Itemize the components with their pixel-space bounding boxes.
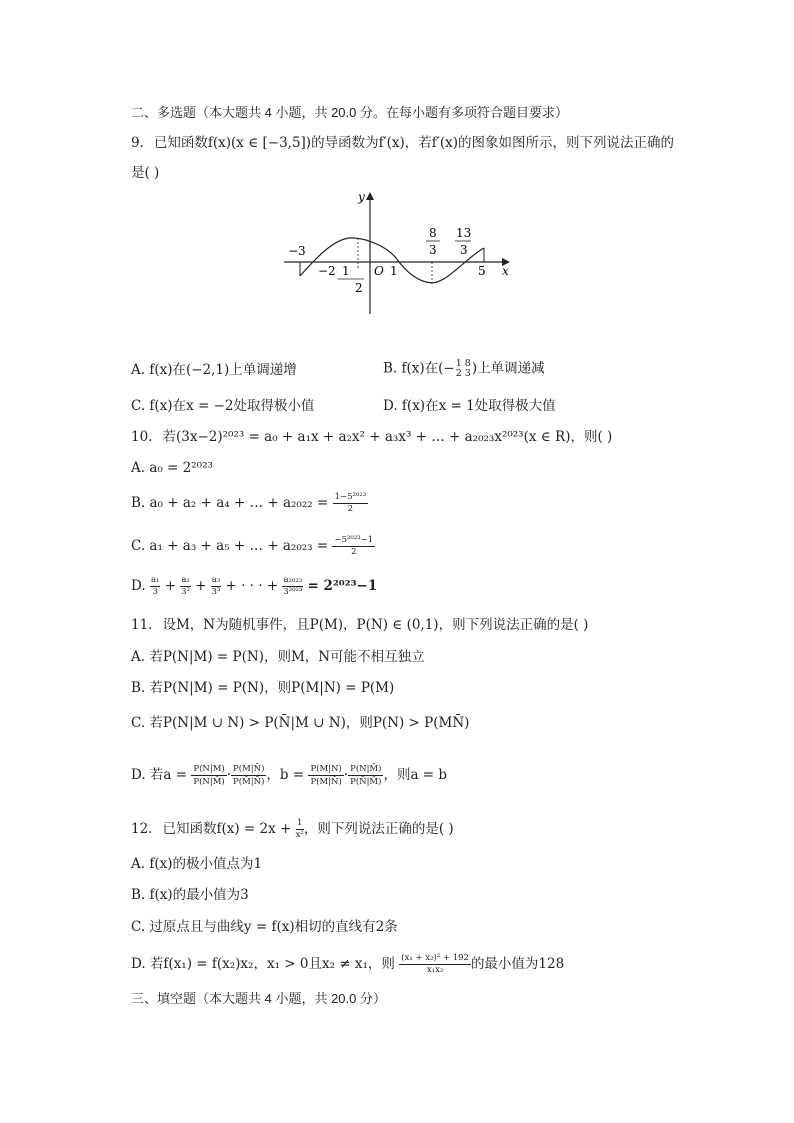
- label-13: 13: [456, 226, 472, 240]
- numerator: 1 8: [455, 358, 471, 369]
- question-text: 已知函数f(x)(x ∈ [−3,5])的导函数为f′(x)，若f′(x)的图象如图所示，则下列说法正确的: [153, 135, 674, 151]
- denominator: 3³: [211, 587, 221, 597]
- question-11-stem: [131, 616, 588, 634]
- denominator: 2: [347, 504, 354, 514]
- q12-option-b: B. f(x)的最小值为3: [131, 887, 249, 903]
- fraction: [191, 763, 226, 788]
- numerator: a₃: [211, 575, 221, 585]
- numerator: 1: [297, 818, 303, 828]
- question-10-stem: [131, 428, 612, 446]
- fraction: [150, 575, 160, 598]
- option-text-end: = 2²⁰²³−1: [307, 578, 378, 594]
- label-half-num: 1: [342, 264, 350, 278]
- question-number: 11.: [131, 617, 153, 633]
- option-text-end: 的最小值为128: [470, 956, 565, 972]
- question-text: 设M，N为随机事件，且P(M)，P(N) ∈ (0,1)，则下列说法正确的是( ): [162, 617, 589, 633]
- fraction: [211, 575, 221, 598]
- label-5: 5: [478, 264, 486, 278]
- option-text: B. a₀ + a₂ + a₄ + … + a₂₀₂₂ =: [131, 495, 329, 511]
- fraction: [399, 953, 471, 976]
- numerator: P(N|M̄): [350, 764, 382, 774]
- denominator: 3: [152, 587, 158, 597]
- numerator: P(M|N): [310, 764, 342, 774]
- fraction: [348, 763, 383, 788]
- option-text-end: )上单调递减: [471, 360, 545, 377]
- denominator: P(M|N̄): [310, 777, 342, 787]
- question-text: 若(3x−2)²⁰²³ = a₀ + a₁x + a₂x² + a₃x³ + … + a₂₀₂₃x²⁰²³(x ∈ R)，则( ): [162, 429, 613, 445]
- question-text-end: ，则下列说法正确的是( ): [303, 821, 454, 837]
- question-12-stem: [131, 818, 454, 841]
- question-9-stem-cont: 是( ): [131, 165, 160, 181]
- q9-option-d: D. f(x)在x = 1处取得极大值: [383, 398, 556, 414]
- label-half-den: 2: [355, 281, 363, 295]
- q9-option-b: [383, 359, 545, 379]
- option-text-mid: ，b =: [266, 767, 305, 783]
- numerator: −5²⁰²³−1: [334, 535, 374, 545]
- option-text: D. 若a =: [131, 767, 188, 783]
- denominator: x₁x₂: [426, 965, 444, 975]
- y-label: y: [358, 190, 365, 204]
- denominator: 2: [351, 547, 357, 557]
- question-number: 12.: [131, 821, 153, 837]
- option-text: C. a₁ + a₃ + a₅ + … + a₂₀₂₃ =: [131, 538, 329, 554]
- origin-label: O: [374, 264, 384, 278]
- option-text: D. 若f(x₁) = f(x₂)x₂，x₁ > 0且x₂ ≠ x₁，则: [131, 956, 395, 972]
- label-1: 1: [390, 264, 398, 278]
- question-number: 10.: [131, 429, 153, 445]
- label-neg2: −2: [318, 264, 336, 278]
- denominator: 2 3: [455, 368, 471, 379]
- section-2-header: 二、多选题（本大题共 4 小题，共 20.0 分。在每小题有多项符合题目要求）: [131, 105, 568, 120]
- denominator: 3²: [181, 587, 190, 597]
- numerator: P(N|M): [193, 764, 225, 774]
- fraction: [231, 763, 266, 788]
- option-text-end: ，则a = b: [383, 767, 448, 783]
- q12-option-c: C. 过原点且与曲线y = f(x)相切的直线有2条: [131, 919, 398, 935]
- q10-option-a: A. a₀ = 2²⁰²³: [131, 460, 213, 476]
- derivative-graph: [280, 186, 520, 318]
- label-8-den: 3: [429, 243, 437, 257]
- option-label: D.: [131, 578, 146, 594]
- fraction: [296, 818, 304, 841]
- q11-option-c: C. 若P(N|M ∪ N) > P(N̄|M ∪ N)，则P(N) > P(MN̄): [131, 715, 470, 731]
- denominator: P(M̄|N̄): [233, 777, 265, 787]
- q9-option-c: C. f(x)在x = −2处取得极小值: [131, 398, 315, 414]
- label-13-den: 3: [460, 243, 468, 257]
- q10-option-d: D. $\frac{\text{a₁}}{3}$ + $\frac{\text{a₂}}{\text{3²}}$ + $\frac{\text{a₃}}{\text{3³}}$ + · · · + $\frac{\text{a₂₀₂₃}}{\text{3²⁰²³}}$ = 2²⁰²³−1: [131, 575, 378, 597]
- label-8: 8: [429, 226, 437, 240]
- q9-option-a: A. f(x)在(−2,1)上单调递增: [131, 362, 297, 378]
- q11-option-a: A. 若P(N|M) = P(N)，则M，N可能不相互独立: [131, 649, 425, 665]
- q12-option-a: A. f(x)的极小值点为1: [131, 856, 263, 872]
- q10-option-c: [131, 535, 375, 558]
- numerator: a₁: [150, 575, 160, 585]
- y-axis-arrow: [366, 192, 374, 200]
- fraction: [308, 763, 343, 788]
- denominator: P(N̄|M̄): [350, 777, 382, 787]
- x-label: x: [502, 264, 509, 278]
- fraction: [180, 575, 190, 598]
- section-3-header: 三、填空题（本大题共 4 小题，共 20.0 分）: [131, 991, 386, 1006]
- fraction: [332, 535, 375, 558]
- numerator: a₂₀₂₃: [283, 575, 303, 585]
- numerator: (x₁ + x₂)² + 192: [401, 953, 469, 963]
- fraction: [333, 492, 369, 515]
- question-text: 已知函数f(x) = 2x +: [162, 821, 292, 837]
- question-9-stem: [131, 134, 674, 152]
- numerator: P(M|N̄): [233, 764, 265, 774]
- q11-option-b: B. 若P(N|M) = P(N)，则P(M|N) = P(M): [131, 680, 395, 696]
- denominator: x²: [295, 830, 304, 840]
- question-number: 9.: [131, 135, 144, 151]
- denominator: P(N|M̄): [193, 777, 225, 787]
- numerator: 1−5²⁰²³: [334, 492, 367, 502]
- q12-option-d: [131, 953, 564, 976]
- denominator: 3²⁰²³: [283, 587, 303, 597]
- option-text: B. f(x)在(−: [383, 360, 455, 377]
- numerator: a₂: [181, 575, 190, 585]
- q10-option-b: [131, 492, 368, 515]
- label-neg3: −3: [288, 244, 306, 258]
- q11-option-d: D. 若a = $\frac{P(N|M)}{P(N|M̄)}$ · $\frac{P(M|N̄)}{P(M̄|N̄)}$ ，b = $\frac{P(M|N)}{P(M|N̄)}$ · $\frac{P(N|M̄)}{P(N̄|M̄)}$ ，则a = b: [131, 764, 448, 787]
- fraction: [456, 359, 471, 379]
- fraction: [282, 575, 303, 598]
